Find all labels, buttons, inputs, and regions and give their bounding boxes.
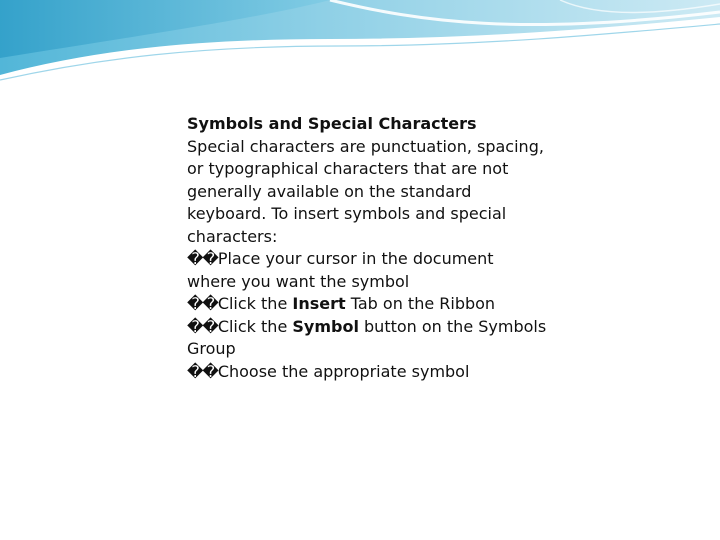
header-wave-decoration bbox=[0, 0, 720, 90]
step-text: Click the bbox=[217, 316, 293, 336]
step-item bbox=[187, 293, 547, 316]
bullet-icon: �� bbox=[187, 294, 218, 313]
step-bold-term: Insert bbox=[292, 294, 346, 313]
step-text-after: button on the Symbols Group bbox=[187, 316, 547, 358]
intro-paragraph: Special characters are punctuation, spacing, or typographical characters that are not generally available on the standard keyboard. To insert symbols and special characters: bbox=[187, 136, 544, 246]
step-text-after: Tab on the Ribbon bbox=[345, 294, 496, 313]
bullet-icon: �� bbox=[187, 361, 218, 381]
bullet-icon: �� bbox=[187, 249, 218, 268]
step-text: Place your cursor in the document where you want the symbol bbox=[187, 249, 494, 291]
step-text: Choose the appropriate symbol bbox=[217, 361, 470, 381]
step-bold-term: Symbol bbox=[292, 316, 359, 336]
slide-body bbox=[187, 113, 547, 383]
step-item bbox=[187, 361, 547, 384]
step-text: Click the bbox=[217, 294, 293, 313]
bullet-icon: �� bbox=[187, 316, 218, 336]
step-item bbox=[187, 248, 547, 293]
step-item bbox=[187, 316, 547, 361]
slide-title: Symbols and Special Characters bbox=[187, 114, 477, 133]
